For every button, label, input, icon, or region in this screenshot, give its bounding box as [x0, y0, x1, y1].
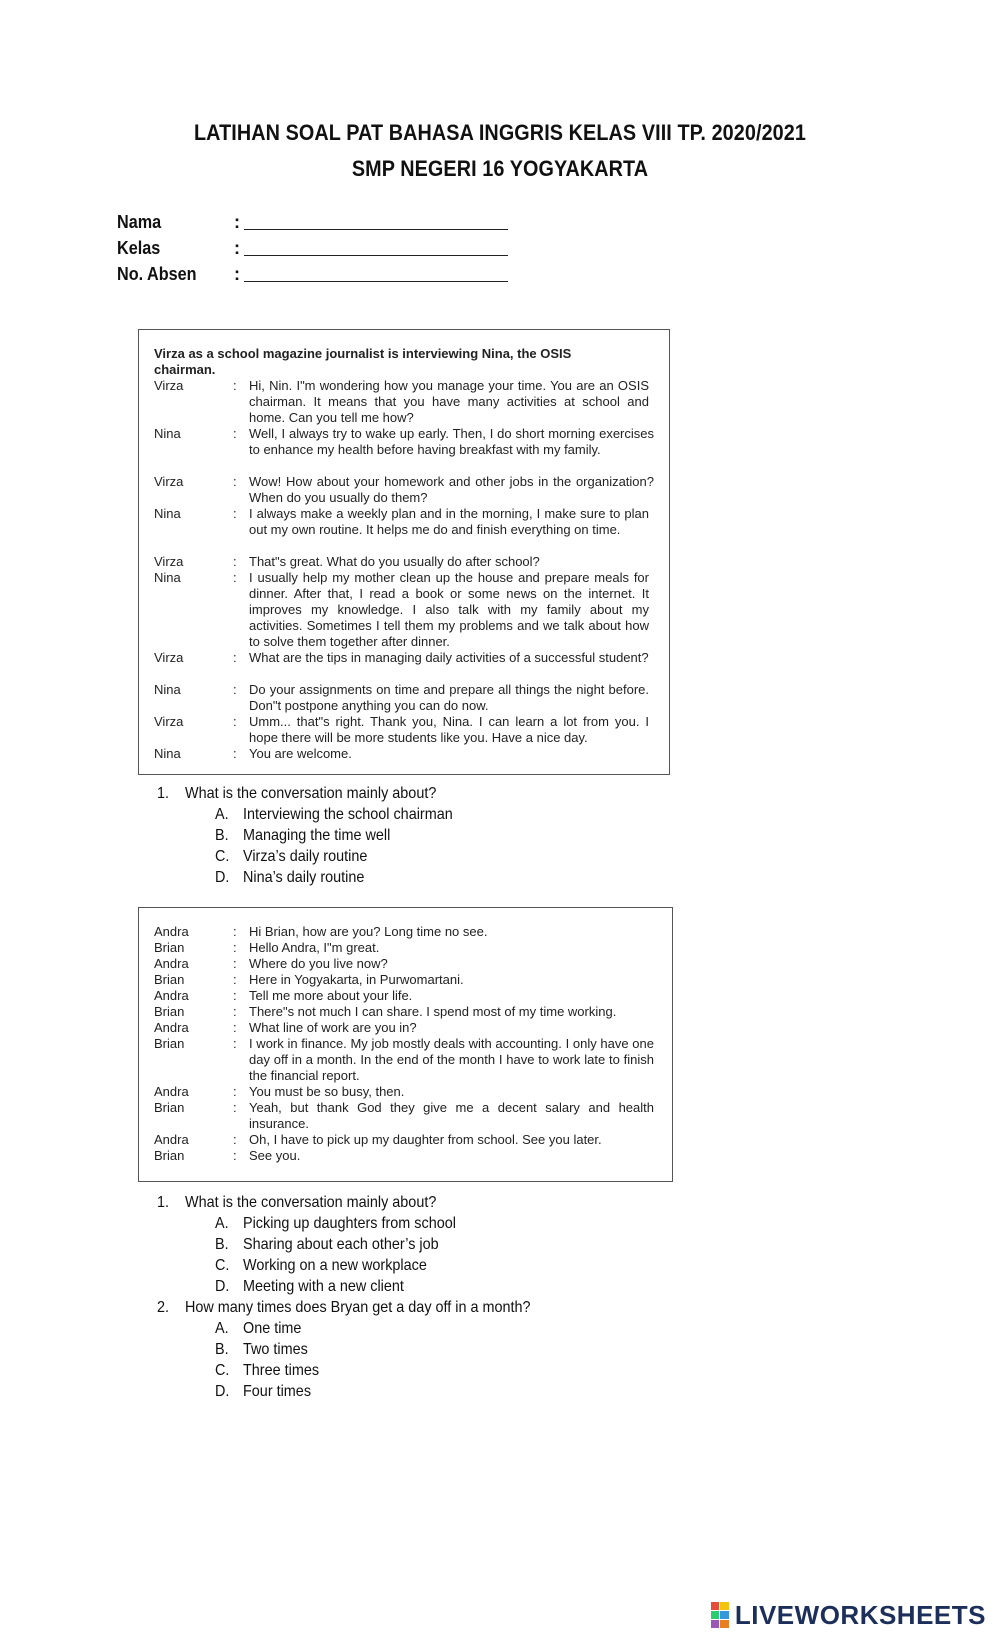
separator: :	[233, 1132, 237, 1147]
absen-label: No. Absen	[117, 264, 197, 284]
dialogue-box-2	[138, 907, 673, 1182]
option-text: Four times	[243, 1383, 312, 1400]
utterance: Here in Yogyakarta, in Purwomartani.	[249, 972, 464, 987]
speaker: Brian	[154, 1036, 185, 1051]
utterance: I work in finance. My job mostly deals with accounting. I only have one day off in a month. In the end of the month I have to work late to finish the financial report.	[249, 1036, 654, 1083]
speaker: Andra	[154, 988, 189, 1003]
option-text: Picking up daughters from school	[243, 1215, 456, 1232]
separator: :	[233, 746, 237, 761]
utterance: See you.	[249, 1148, 301, 1163]
separator: :	[233, 378, 237, 393]
utterance: You must be so busy, then.	[249, 1084, 405, 1099]
separator: :	[233, 506, 237, 521]
separator: :	[233, 988, 237, 1003]
utterance: What are the tips in managing daily activities of a successful student?	[249, 650, 649, 665]
utterance: Tell me more about your life.	[249, 988, 413, 1003]
page-title: LATIHAN SOAL PAT BAHASA INGGRIS KELAS VIII TP. 2020/2021	[193, 120, 806, 145]
school-name: SMP NEGERI 16 YOGYAKARTA	[351, 156, 649, 181]
option-letter: B.	[215, 827, 229, 844]
speaker: Virza	[154, 714, 184, 729]
utterance: Umm... that"s right. Thank you, Nina. I can learn a lot from you. I hope there will be more students like you. Have a nice day.	[249, 714, 649, 745]
separator: :	[233, 1004, 237, 1019]
question-number: 1.	[157, 785, 170, 802]
separator: :	[233, 940, 237, 955]
option-letter: D.	[215, 1278, 230, 1295]
option-letter: A.	[215, 806, 229, 823]
utterance: Well, I always try to wake up early. Then, I do short morning exercises to enhance my health before having breakfast with my family.	[249, 426, 654, 457]
utterance: Oh, I have to pick up my daughter from school. See you later.	[249, 1132, 602, 1147]
option-letter: C.	[215, 1362, 230, 1379]
separator: :	[233, 474, 237, 489]
speaker: Virza	[154, 378, 184, 393]
separator: :	[233, 956, 237, 971]
option-letter: A.	[215, 1320, 229, 1337]
utterance: What line of work are you in?	[249, 1020, 417, 1035]
option-text: Working on a new workplace	[243, 1257, 427, 1274]
option-letter: D.	[215, 869, 230, 886]
option-text: Nina’s daily routine	[243, 869, 365, 886]
utterance: Hello Andra, I"m great.	[249, 940, 380, 955]
utterance: Do your assignments on time and prepare all things the night before. Don"t postpone anything you can do now.	[249, 682, 649, 713]
utterance: Wow! How about your homework and other jobs in the organization? When do you usually do them?	[249, 474, 654, 505]
name-colon: :	[234, 212, 240, 232]
separator: :	[233, 714, 237, 729]
question-number: 2.	[157, 1299, 170, 1316]
speaker: Virza	[154, 554, 184, 569]
utterance: Where do you live now?	[249, 956, 388, 971]
separator: :	[233, 570, 237, 585]
question-number: 1.	[157, 1194, 170, 1211]
dialogue-box-1	[138, 329, 670, 775]
option-letter: D.	[215, 1383, 230, 1400]
separator: :	[233, 682, 237, 697]
class-colon: :	[234, 238, 240, 258]
speaker: Nina	[154, 506, 181, 521]
speaker: Nina	[154, 682, 181, 697]
speaker: Nina	[154, 426, 181, 441]
utterance: That"s great. What do you usually do after school?	[249, 554, 540, 569]
option-text: One time	[243, 1320, 302, 1337]
speaker: Brian	[154, 1148, 185, 1163]
name-label: Nama	[117, 212, 162, 232]
question-text: How many times does Bryan get a day off in a month?	[185, 1299, 531, 1316]
speaker: Nina	[154, 570, 181, 585]
utterance: You are welcome.	[249, 746, 352, 761]
absen-blank[interactable]	[244, 281, 508, 282]
speaker: Brian	[154, 940, 185, 955]
separator: :	[233, 1036, 237, 1051]
absen-colon: :	[234, 264, 240, 284]
dialogue-intro: Virza as a school magazine journalist is interviewing Nina, the OSIS chairman.	[154, 346, 572, 377]
liveworksheets-text: LIVEWORKSHEETS	[734, 1599, 986, 1630]
speaker: Brian	[154, 1100, 185, 1115]
utterance: Hi Brian, how are you? Long time no see.	[249, 924, 488, 939]
speaker: Andra	[154, 1020, 189, 1035]
speaker: Virza	[154, 474, 184, 489]
option-text: Meeting with a new client	[243, 1278, 404, 1295]
option-text: Interviewing the school chairman	[243, 806, 453, 823]
separator: :	[233, 1084, 237, 1099]
class-label: Kelas	[117, 238, 161, 258]
separator: :	[233, 1148, 237, 1163]
option-text: Two times	[243, 1341, 308, 1358]
separator: :	[233, 650, 237, 665]
separator: :	[233, 426, 237, 441]
speaker: Nina	[154, 746, 181, 761]
speaker: Andra	[154, 1132, 189, 1147]
option-text: Managing the time well	[243, 827, 391, 844]
option-text: Sharing about each other’s job	[243, 1236, 439, 1253]
separator: :	[233, 1100, 237, 1115]
question-text: What is the conversation mainly about?	[185, 785, 437, 802]
utterance: There"s not much I can share. I spend most of my time working.	[249, 1004, 617, 1019]
separator: :	[233, 554, 237, 569]
speaker: Brian	[154, 972, 185, 987]
speaker: Andra	[154, 1084, 189, 1099]
class-blank[interactable]	[244, 255, 508, 256]
speaker: Andra	[154, 924, 189, 939]
separator: :	[233, 1020, 237, 1035]
option-letter: C.	[215, 1257, 230, 1274]
utterance: I always make a weekly plan and in the morning, I make sure to plan out my own routine. It helps me do and finish everything on time.	[249, 506, 649, 537]
option-letter: A.	[215, 1215, 229, 1232]
option-letter: C.	[215, 848, 230, 865]
option-letter: B.	[215, 1236, 229, 1253]
option-text: Virza’s daily routine	[243, 848, 368, 865]
speaker: Andra	[154, 956, 189, 971]
liveworksheets-logo-icon	[711, 1602, 729, 1628]
separator: :	[233, 924, 237, 939]
utterance: I usually help my mother clean up the house and prepare meals for dinner. After that, I read a book or some news on the internet. It improves my knowledge. I also talk with my family about my activities. Sometimes I tell them my problems and we talk about how to solve them together after dinner.	[249, 570, 649, 649]
speaker: Brian	[154, 1004, 185, 1019]
question-text: What is the conversation mainly about?	[185, 1194, 437, 1211]
speaker: Virza	[154, 650, 184, 665]
option-text: Three times	[243, 1362, 320, 1379]
option-letter: B.	[215, 1341, 229, 1358]
utterance: Hi, Nin. I"m wondering how you manage your time. You are an OSIS chairman. It means that you have many activities at school and home. Can you tell me how?	[249, 378, 649, 425]
utterance: Yeah, but thank God they give me a decent salary and health insurance.	[249, 1100, 654, 1131]
liveworksheets-watermark	[711, 1599, 986, 1631]
separator: :	[233, 972, 237, 987]
name-blank[interactable]	[244, 229, 508, 230]
